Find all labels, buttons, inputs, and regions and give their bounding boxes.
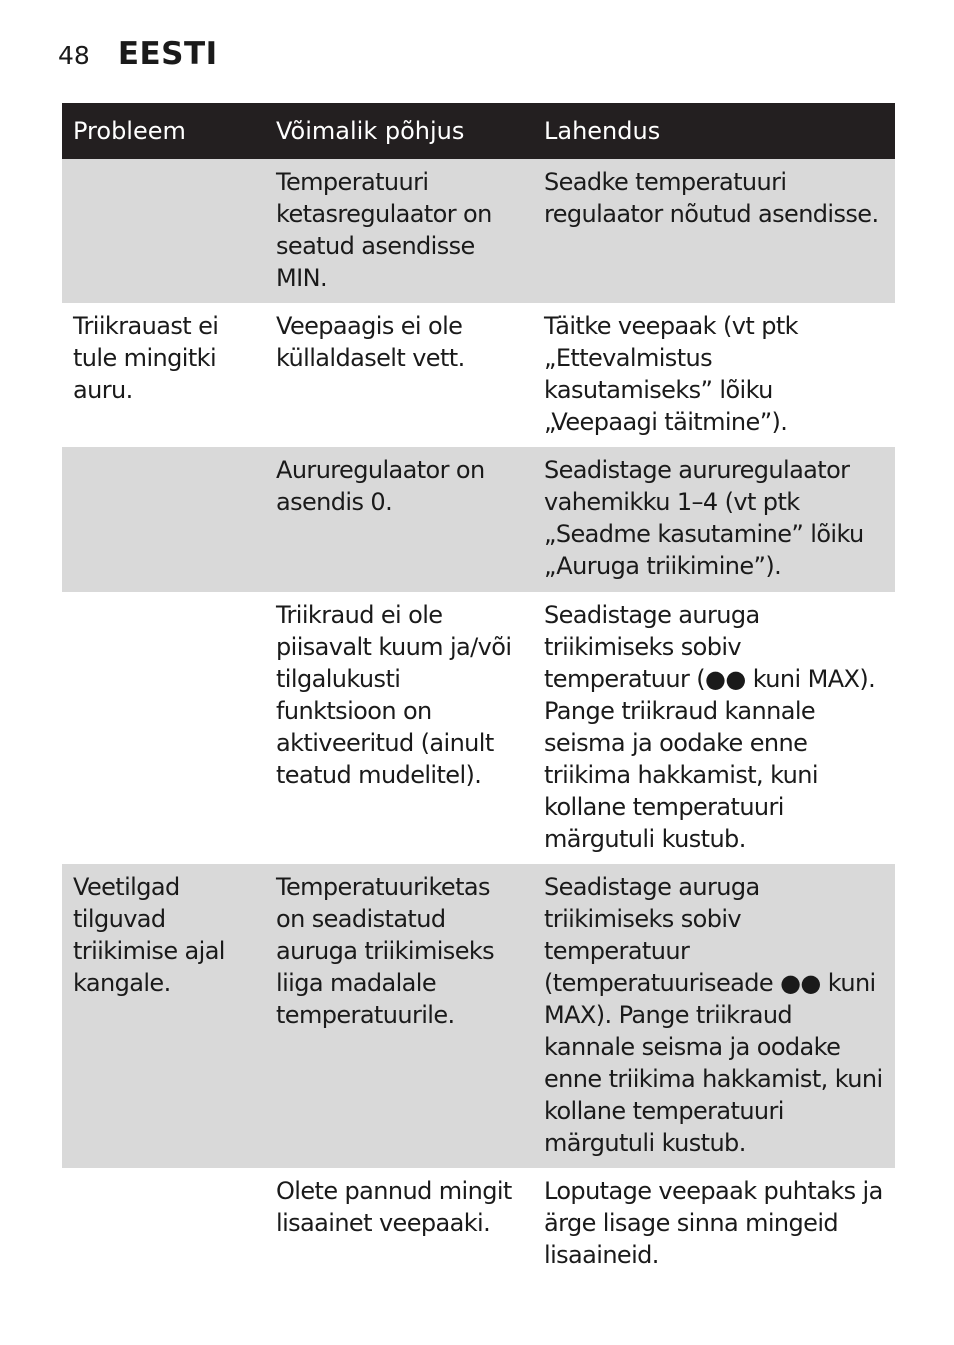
cause-cell: Temperatuuriketas on seadistatud auruga triikimiseks liiga madalale temperatuurile.	[265, 864, 530, 1168]
troubleshooting-table	[62, 103, 895, 1280]
problem-cell	[62, 592, 265, 864]
problem-cell: Veetilgad tilguvad triikimise ajal kangale.	[62, 864, 265, 1168]
problem-cell	[62, 447, 265, 592]
problem-cell	[62, 1168, 265, 1280]
table-row	[62, 159, 895, 303]
problem-cell: Triikrauast ei tule mingitki auru.	[62, 303, 265, 447]
table-row	[62, 447, 895, 592]
solution-cell: Seadistage aururegulaator vahemikku 1–4 (vt ptk „Seadme kasutamine” lõiku „Auruga triikimine”).	[530, 447, 895, 592]
table-row	[62, 1168, 895, 1280]
table-header-row	[62, 103, 895, 159]
section-title: EESTI	[117, 36, 218, 72]
table-header	[62, 103, 895, 159]
cause-cell: Triikraud ei ole piisavalt kuum ja/või tilgalukusti funktsioon on aktiveeritud (ainult teatud mudelitel).	[265, 592, 530, 864]
cause-cell: Temperatuuri ketasregulaator on seatud asendisse MIN.	[265, 159, 530, 303]
solution-cell: Loputage veepaak puhtaks ja ärge lisage sinna mingeid lisaaineid.	[530, 1168, 895, 1280]
column-header-problem: Probleem	[62, 103, 265, 159]
page-header	[58, 36, 218, 72]
cause-cell: Veepaagis ei ole küllaldaselt vett.	[265, 303, 530, 447]
column-header-solution: Lahendus	[530, 103, 895, 159]
table-body	[62, 159, 895, 1280]
cause-cell: Olete pannud mingit lisaainet veepaaki.	[265, 1168, 530, 1280]
solution-cell: Seadistage auruga triikimiseks sobiv temperatuur (●● kuni MAX). Pange triikraud kannale seisma ja oodake enne triikima hakkamist, kuni kollane temperatuuri märgutuli kustub.	[530, 592, 895, 864]
table-row	[62, 864, 895, 1168]
solution-cell: Seadistage auruga triikimiseks sobiv temperatuur (temperatuuriseade ●● kuni MAX). Pange triikraud kannale seisma ja oodake enne triikima hakkamist, kuni kollane temperatuuri märgutuli kustub.	[530, 864, 895, 1168]
table-row	[62, 592, 895, 864]
solution-cell: Täitke veepaak (vt ptk „Ettevalmistus kasutamiseks” lõiku „Veepaagi täitmine”).	[530, 303, 895, 447]
cause-cell: Aururegulaator on asendis 0.	[265, 447, 530, 592]
solution-cell: Seadke temperatuuri regulaator nõutud asendisse.	[530, 159, 895, 303]
problem-cell	[62, 159, 265, 303]
column-header-cause: Võimalik põhjus	[265, 103, 530, 159]
page-number: 48	[58, 41, 90, 70]
table-row	[62, 303, 895, 447]
